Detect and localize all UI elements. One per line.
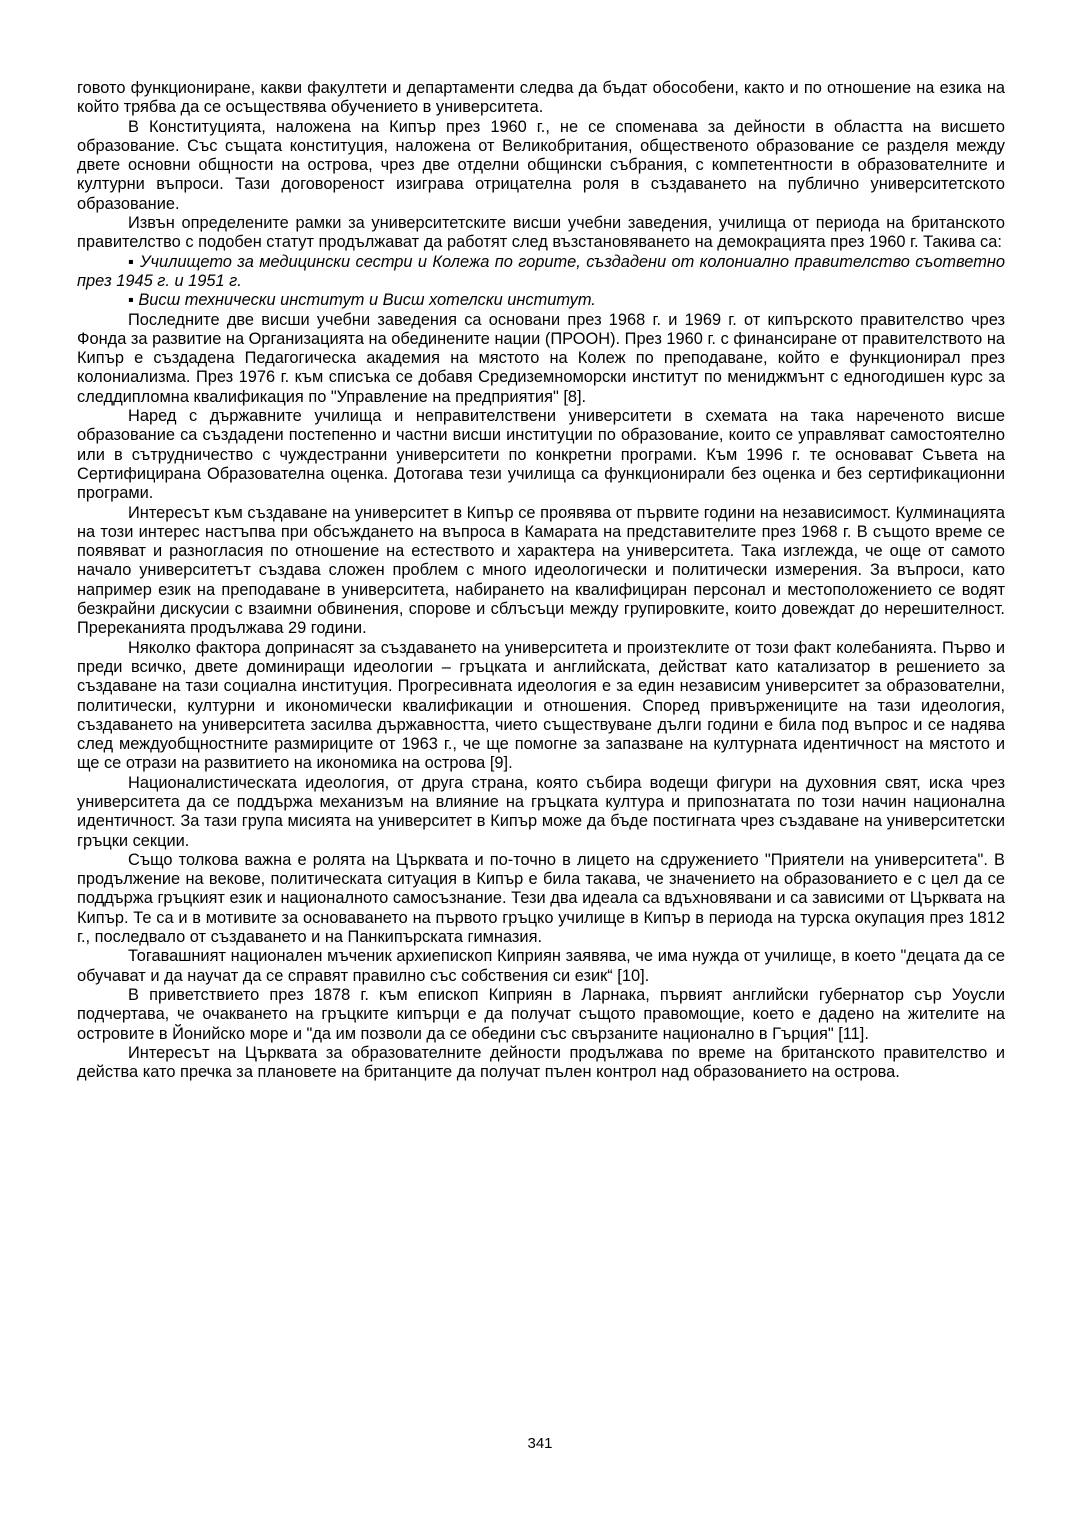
- page-body: [77, 79, 1005, 1082]
- paragraph-intro: говото функциониране, какви факултети и департаменти следва да бъдат обособени, както и по отношение на езика на който трябва да се осъществява обучението в университета.: [77, 79, 1005, 117]
- paragraph-church-role: Също толкова важна е ролята на Църквата и по-точно в лицето на сдружението "Приятели на университета". В продължение на векове, политическата ситуация в Кипър е била такава, че значението на образованието е с цел да се поддържа гръцкият език и националното самосъзнание. Тези два идеала са вдъхновявани и са зависими от Църквата на Кипър. Те са и в мотивите за основаването на първото гръцко училище в Кипър в периода на турска окупация през 1812 г., последвало от създаването и на Панкипърската гимназия.: [77, 850, 1005, 947]
- bullet-icon: ▪: [128, 291, 139, 310]
- paragraph-governor: В приветствието през 1878 г. към епископ Киприян в Ларнака, първият английски губернатор сър Уоусли подчертава, че очакването на гръцките кипърци е да получат същото правомощие, което е дадено на жителите на островите в Йонийско море и "да им позволи да се обедини със свързаните национално в Гърция" [11].: [77, 985, 1005, 1043]
- paragraph-nationalist-ideology: Националистическата идеология, от друга страна, която събира водещи фигури на духовния свят, иска чрез университета да се поддържа механизъм на влияние на гръцката култура и припознатата по този начин национална идентичност. За тази група мисията на университет в Кипър може да бъде постигната чрез създаване на университетски гръцки секции.: [77, 773, 1005, 850]
- paragraph-church-interest: Интересът на Църквата за образователните дейности продължава по време на британското правителство и действа като пречка за плановете на британците да получат пълен контрол над образованието на острова.: [77, 1043, 1005, 1082]
- page-number: 341: [527, 1435, 553, 1452]
- paragraph-undp: Последните две висши учебни заведения са основани през 1968 г. и 1969 г. от кипърското правителство чрез Фонда за развитие на Организацията на обединените нации (ПРООН). През 1960 г. с финансиране от правителството на Кипър е създадена Педагогическа академия на мястото на Колеж по преподаване, който е функционирал през колониализма. През 1976 г. към списъка се добавя Средиземноморски институт по мениджмънт с едногодишен курс за следдипломна квалификация по "Управление на предприятия" [8].: [77, 310, 1005, 406]
- bullet-item-text: Училището за медицински сестри и Колежа по горите, създадени от колониално правителство съответно през 1945 г. и 1951 г.: [77, 252, 1005, 290]
- paragraph-colonial-schools: Извън определените рамки за университетските висши учебни заведения, училища от периода на британското правителство с подобен статут продължават да работят след възстановяването на демокрацията през 1960 г. Такива са:: [77, 214, 1005, 252]
- bullet-item-text: Висш технически институт и Висш хотелски институт.: [138, 291, 596, 310]
- paragraph-archbishop: Тогавашният национален мъченик архиепископ Киприян заявява, че има нужда от училище, в което "децата да се обучават и да научат да се справят правилно със собствения си език“ [10].: [77, 947, 1005, 985]
- bullet-item-technical-institute: [77, 291, 1005, 310]
- paragraph-university-interest: Интересът към създаване на университет в Кипър се проявява от първите години на независимост. Кулминацията на този интерес настъпва при обсъждането на въпроса в Камарата на представителите през 1968 г. В същото време се появяват и разногласия по отношение на естеството и характера на университета. Така изглежда, че още от самото начало университетът създава сложен проблем с много идеологически и политически измерения. За въпроси, като например език на преподаване в университета, набирането на квалифициран персонал и местоположението се водят безкрайни дискусии с взаимни обвинения, спорове и сблъсъци между групировките, които довеждат до нерешителност. Пререканията продължава 29 години.: [77, 503, 1005, 638]
- bullet-icon: ▪: [128, 252, 141, 271]
- paragraph-constitution: В Конституцията, наложена на Кипър през 1960 г., не се споменава за дейности в областта на висшето образование. Със същата конституция, наложена от Великобритания, общественото образование се разделя между двете основни общности на острова, чрез две отделни общински събрания, с компетентности в образователните и културни въпроси. Тази договореност изиграва отрицателна роля в създаването на публично университетското образование.: [77, 117, 1005, 213]
- paragraph-private-institutions: Наред с държавните училища и неправителствени университети в схемата на така нареченото висше образование са създадени постепенно и частни висши институции по образование, които се управляват самостоятелно или в сътрудничество с чуждестранни университети по конкретни програми. Към 1996 г. те основават Съвета на Сертифицирана Образователна оценка. Дотогава тези училища са функционирали без оценка и без сертификационни програми.: [77, 407, 1005, 503]
- bullet-item-nursing-school: [77, 253, 1005, 292]
- paragraph-factors: Няколко фактора допринасят за създаването на университета и произтеклите от този факт колебанията. Първо и преди всичко, двете доминиращи идеологии – гръцката и английската, действат като катализатор в решението за създаване на тази социална институция. Прогресивната идеология е за един независим университет за образователни, политически, културни и икономически квалификации и отношения. Според привържениците на тази идеология, създаването на университета засилва държавността, чието съществуване дълги години е била под въпрос и се надява след междуобщностните размириците от 1963 г., че ще помогне за запазване на културната идентичност на мястото и ще се отрази на развитието на икономика на острова [9].: [77, 638, 1005, 773]
